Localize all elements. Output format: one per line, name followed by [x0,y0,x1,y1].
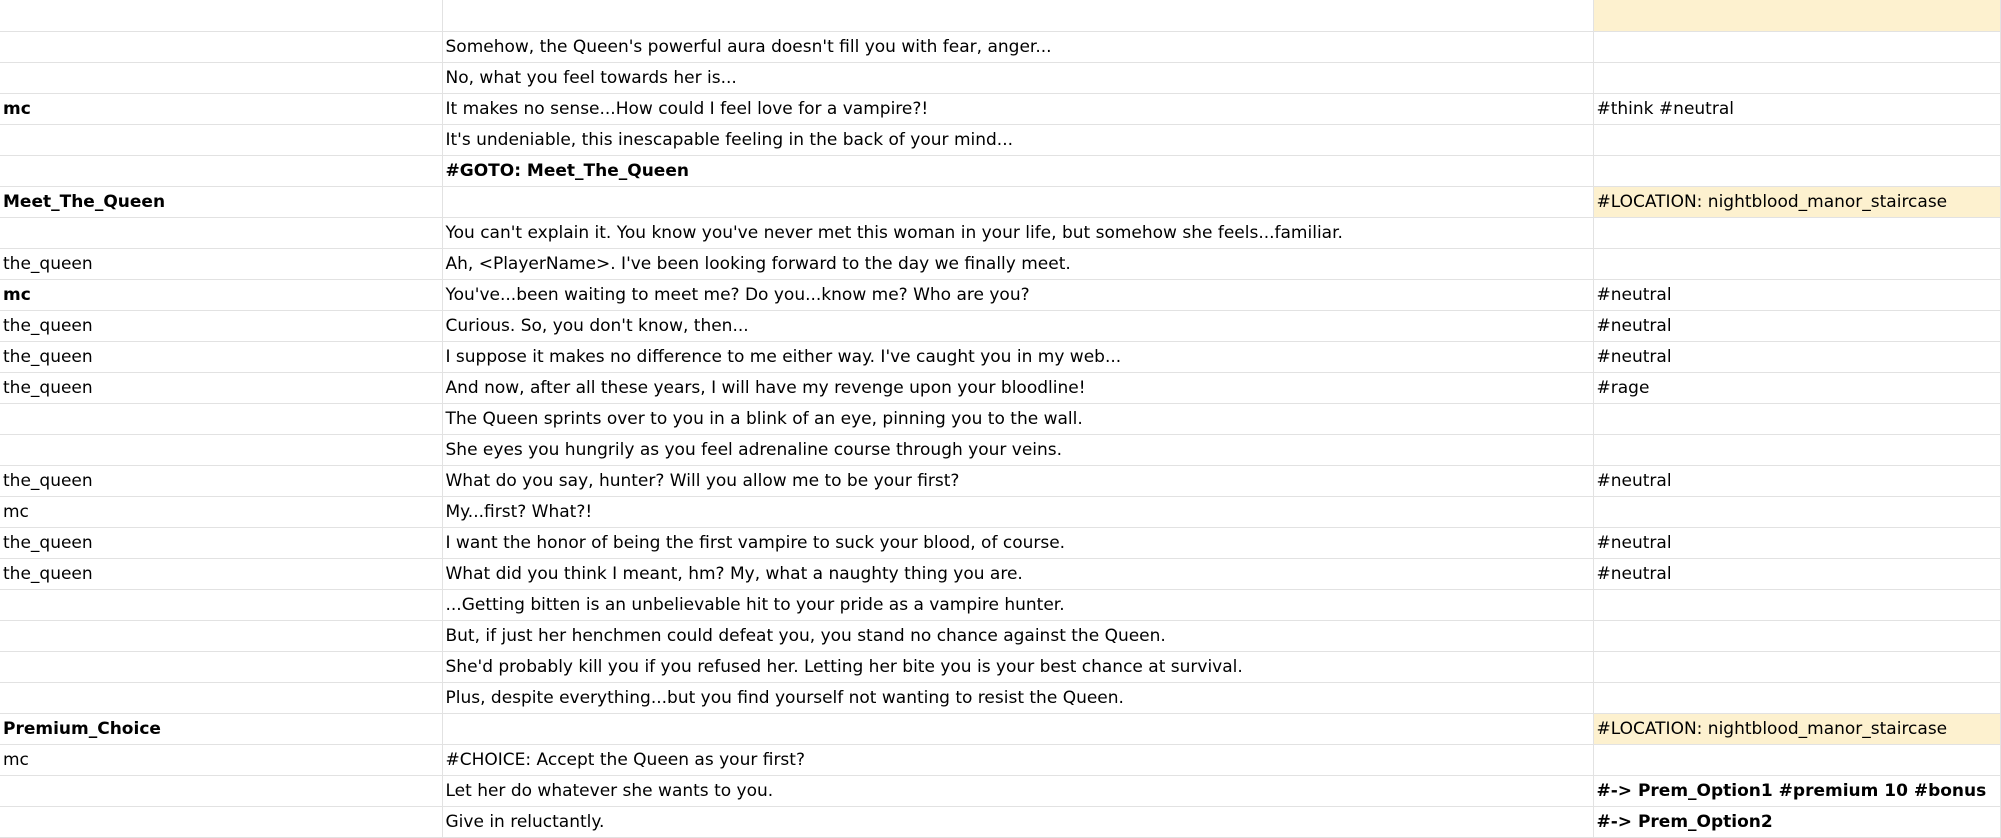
dialogue-cell[interactable]: Ah, <PlayerName>. I've been looking forward to the day we finally meet. [442,248,1593,279]
speaker-cell[interactable] [0,651,442,682]
tags-cell[interactable] [1593,124,2000,155]
dialogue-cell[interactable]: My...first? What?! [442,496,1593,527]
speaker-cell[interactable] [0,620,442,651]
speaker-cell[interactable] [0,124,442,155]
speaker-cell[interactable] [0,217,442,248]
dialogue-cell[interactable]: I suppose it makes no difference to me either way. I've caught you in my web... [442,341,1593,372]
tags-cell[interactable] [1593,682,2000,713]
tags-cell[interactable] [1593,248,2000,279]
dialogue-cell[interactable]: She'd probably kill you if you refused her. Letting her bite you is your best chance at survival. [442,651,1593,682]
speaker-cell[interactable] [0,403,442,434]
table-row [0,310,2000,341]
speaker-cell[interactable]: the_queen [0,558,442,589]
speaker-cell[interactable] [0,0,442,31]
table-row [0,62,2000,93]
dialogue-cell[interactable]: And now, after all these years, I will have my revenge upon your bloodline! [442,372,1593,403]
dialogue-cell[interactable]: You can't explain it. You know you've never met this woman in your life, but somehow she feels...familiar. [442,217,1593,248]
table-row [0,155,2000,186]
tags-cell[interactable] [1593,744,2000,775]
table-row [0,465,2000,496]
dialogue-cell[interactable] [442,0,1593,31]
speaker-cell[interactable]: mc [0,93,442,124]
speaker-cell[interactable] [0,62,442,93]
tags-cell[interactable] [1593,217,2000,248]
dialogue-cell[interactable]: Give in reluctantly. [442,806,1593,837]
table-row [0,279,2000,310]
tags-cell[interactable]: #neutral [1593,279,2000,310]
tags-cell[interactable] [1593,589,2000,620]
tags-cell[interactable]: #neutral [1593,341,2000,372]
table-row [0,434,2000,465]
speaker-cell[interactable]: the_queen [0,465,442,496]
table-row [0,186,2000,217]
table-row [0,620,2000,651]
dialogue-cell[interactable]: You've...been waiting to meet me? Do you...know me? Who are you? [442,279,1593,310]
tags-cell[interactable]: #neutral [1593,558,2000,589]
table-row [0,93,2000,124]
table-row [0,589,2000,620]
table-row [0,403,2000,434]
table-row [0,713,2000,744]
speaker-cell[interactable]: mc [0,496,442,527]
tags-cell[interactable]: #neutral [1593,310,2000,341]
speaker-cell[interactable] [0,155,442,186]
tags-cell[interactable] [1593,496,2000,527]
speaker-cell[interactable]: the_queen [0,527,442,558]
table-row [0,248,2000,279]
speaker-cell[interactable]: the_queen [0,310,442,341]
table-row [0,744,2000,775]
tags-cell[interactable]: #LOCATION: nightblood_manor_staircase [1593,713,2000,744]
tags-cell[interactable] [1593,0,2000,31]
table-row [0,651,2000,682]
dialogue-cell[interactable]: ...Getting bitten is an unbelievable hit to your pride as a vampire hunter. [442,589,1593,620]
speaker-cell[interactable] [0,31,442,62]
speaker-cell[interactable] [0,682,442,713]
dialogue-cell[interactable]: The Queen sprints over to you in a blink of an eye, pinning you to the wall. [442,403,1593,434]
speaker-cell[interactable]: mc [0,744,442,775]
dialogue-cell[interactable] [442,186,1593,217]
table-row [0,527,2000,558]
dialogue-cell[interactable]: It's undeniable, this inescapable feeling in the back of your mind... [442,124,1593,155]
speaker-cell[interactable] [0,434,442,465]
tags-cell[interactable]: #neutral [1593,527,2000,558]
table-row [0,682,2000,713]
speaker-cell[interactable] [0,775,442,806]
tags-cell[interactable]: #-> Prem_Option2 [1593,806,2000,837]
speaker-cell[interactable]: mc [0,279,442,310]
table-row [0,806,2000,837]
table-row [0,217,2000,248]
speaker-cell[interactable] [0,806,442,837]
table-row [0,372,2000,403]
dialogue-cell[interactable]: What did you think I meant, hm? My, what a naughty thing you are. [442,558,1593,589]
tags-cell[interactable] [1593,651,2000,682]
speaker-cell[interactable]: Premium_Choice [0,713,442,744]
dialogue-cell[interactable] [442,713,1593,744]
tags-cell[interactable] [1593,155,2000,186]
table-row [0,775,2000,806]
speaker-cell[interactable]: the_queen [0,341,442,372]
tags-cell[interactable] [1593,62,2000,93]
dialogue-cell[interactable]: Curious. So, you don't know, then... [442,310,1593,341]
table-row [0,124,2000,155]
tags-cell[interactable]: #rage [1593,372,2000,403]
tags-cell[interactable]: #think #neutral [1593,93,2000,124]
dialogue-cell[interactable]: It makes no sense...How could I feel love for a vampire?! [442,93,1593,124]
tags-cell[interactable]: #neutral [1593,465,2000,496]
dialogue-cell[interactable]: What do you say, hunter? Will you allow me to be your first? [442,465,1593,496]
dialogue-cell[interactable]: #CHOICE: Accept the Queen as your first? [442,744,1593,775]
speaker-cell[interactable]: the_queen [0,372,442,403]
table-row [0,496,2000,527]
tags-cell[interactable] [1593,434,2000,465]
table-row [0,31,2000,62]
dialogue-cell[interactable]: Plus, despite everything...but you find yourself not wanting to resist the Queen. [442,682,1593,713]
speaker-cell[interactable]: Meet_The_Queen [0,186,442,217]
dialogue-cell[interactable]: But, if just her henchmen could defeat you, you stand no chance against the Queen. [442,620,1593,651]
dialogue-cell[interactable]: She eyes you hungrily as you feel adrenaline course through your veins. [442,434,1593,465]
table-row [0,558,2000,589]
table-row [0,0,2000,31]
dialogue-cell[interactable]: No, what you feel towards her is... [442,62,1593,93]
dialogue-cell[interactable]: Somehow, the Queen's powerful aura doesn't fill you with fear, anger... [442,31,1593,62]
tags-cell[interactable] [1593,620,2000,651]
dialogue-cell[interactable]: #GOTO: Meet_The_Queen [442,155,1593,186]
dialogue-cell[interactable]: I want the honor of being the first vampire to suck your blood, of course. [442,527,1593,558]
tags-cell[interactable] [1593,403,2000,434]
speaker-cell[interactable]: the_queen [0,248,442,279]
speaker-cell[interactable] [0,589,442,620]
table-row [0,341,2000,372]
tags-cell[interactable] [1593,31,2000,62]
dialogue-cell[interactable]: Let her do whatever she wants to you. [442,775,1593,806]
tags-cell[interactable]: #-> Prem_Option1 #premium 10 #bonus [1593,775,2000,806]
tags-cell[interactable]: #LOCATION: nightblood_manor_staircase [1593,186,2000,217]
